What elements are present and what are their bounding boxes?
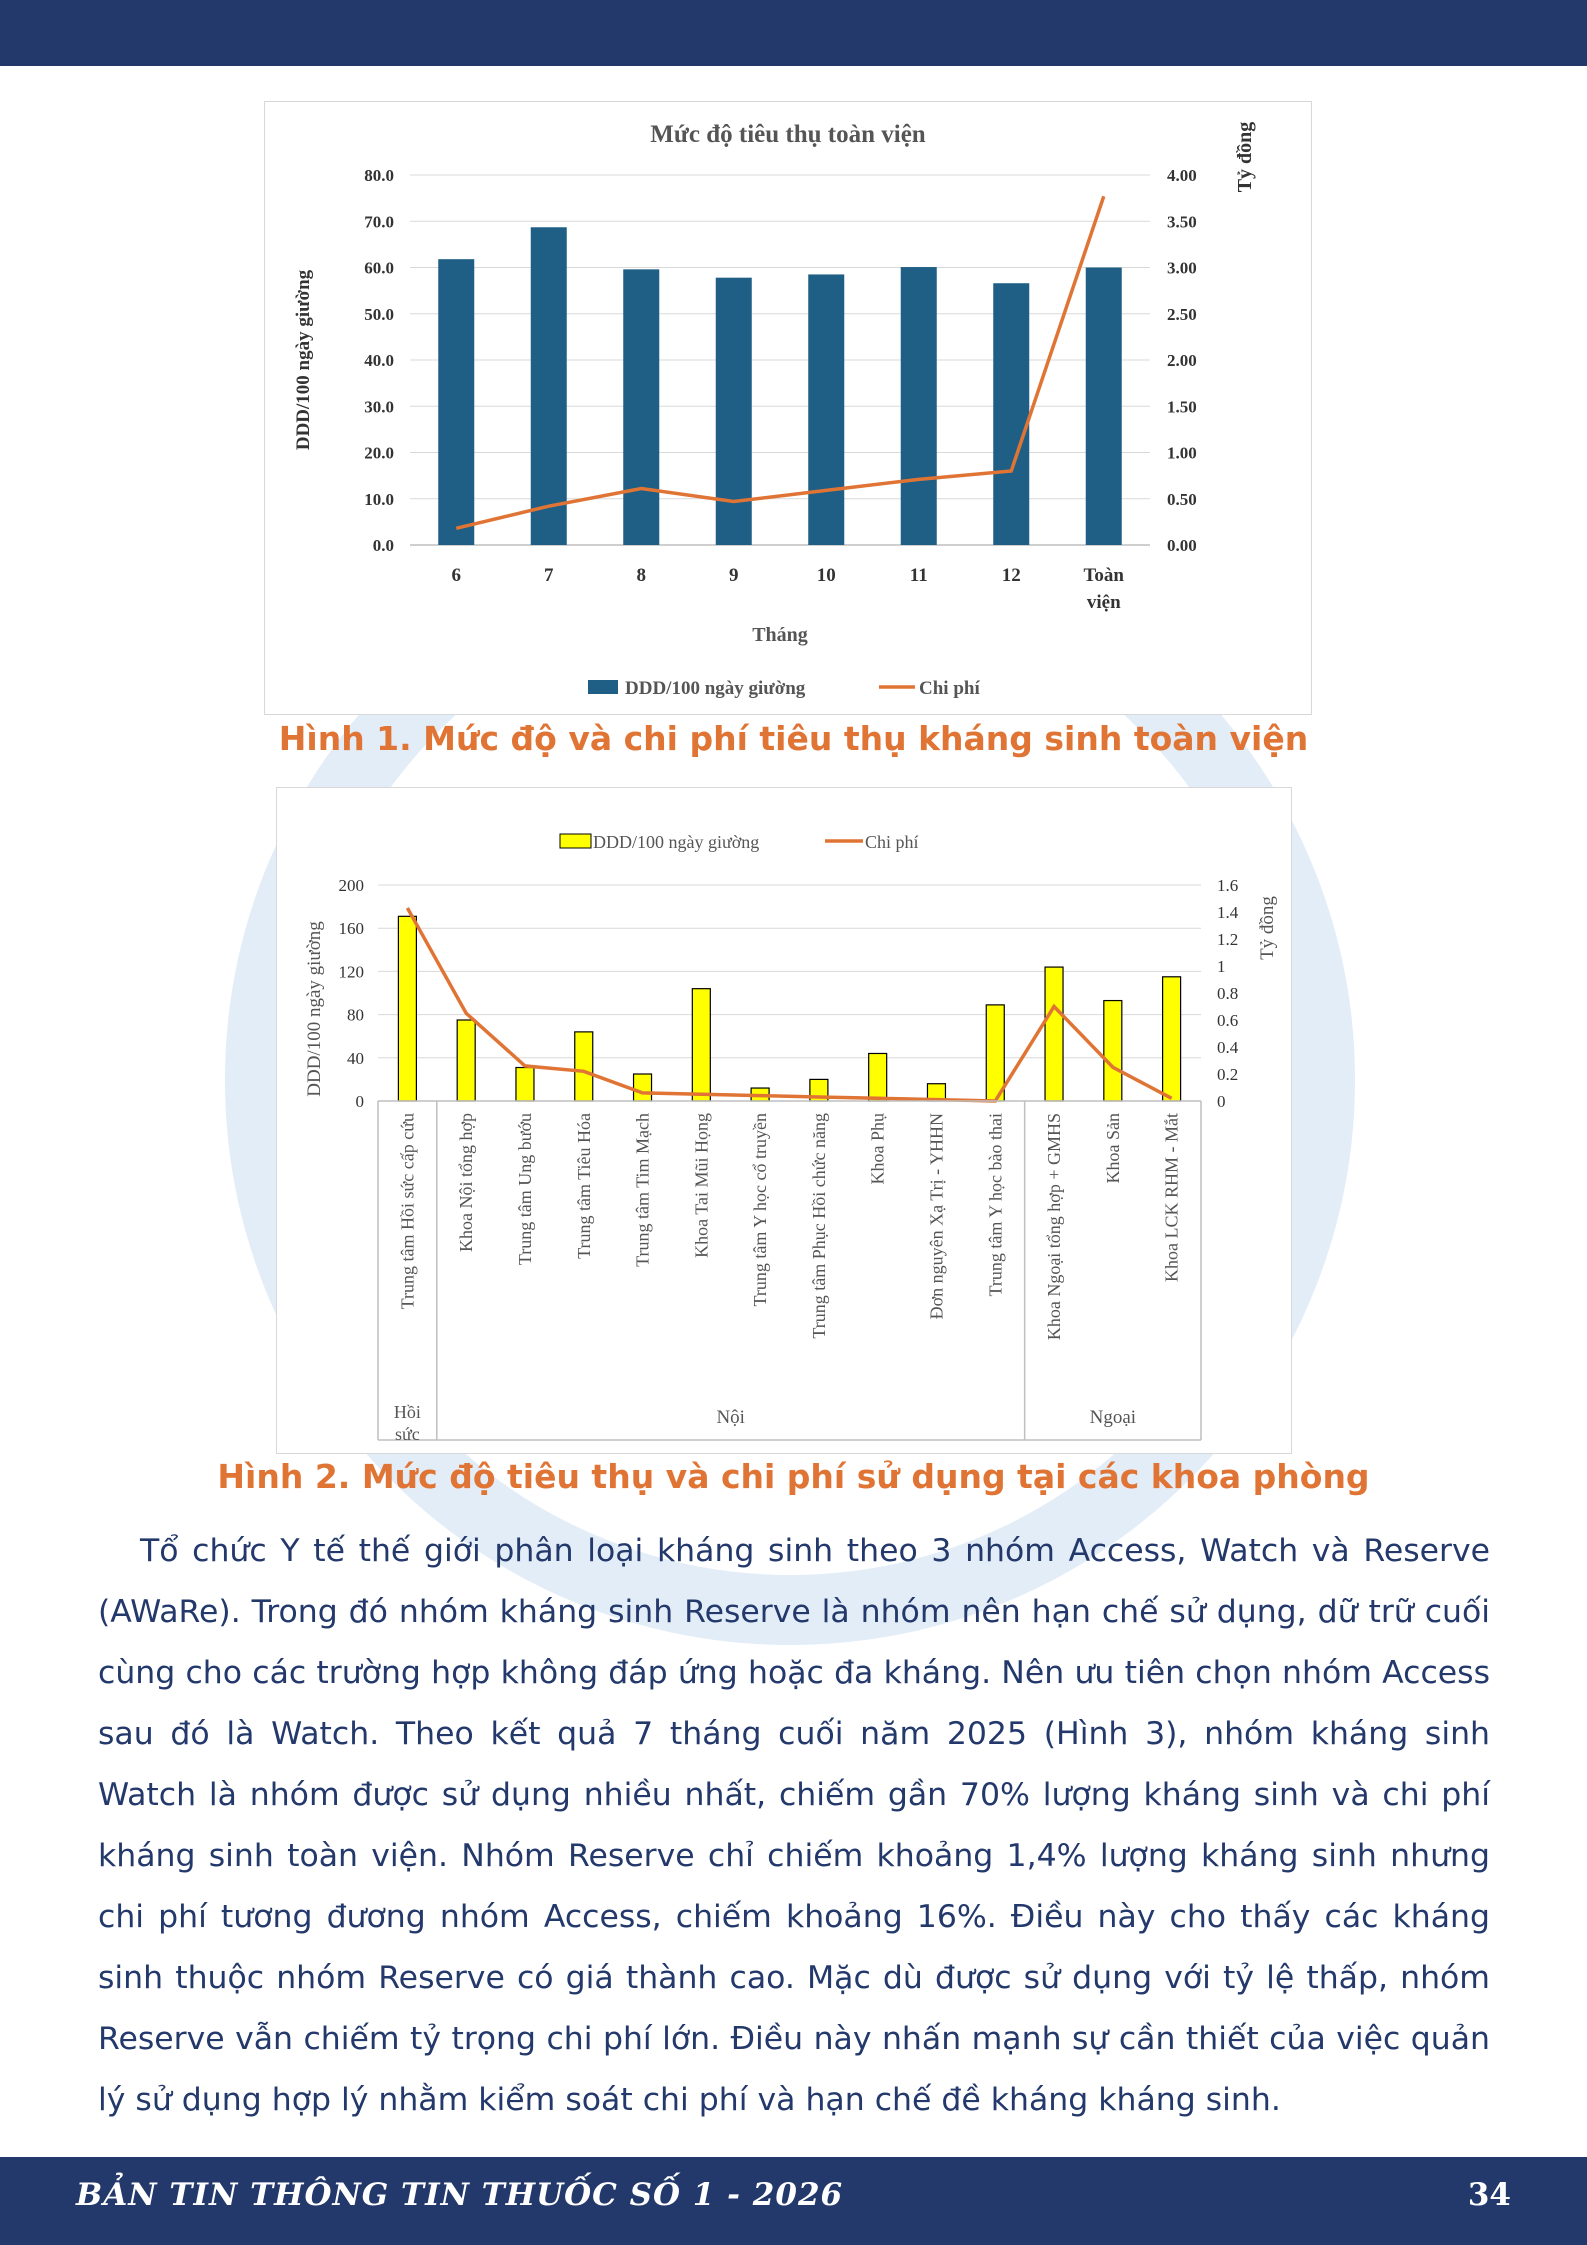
page-number: 34 xyxy=(1467,2177,1511,2213)
x-tick-label: Đơn nguyên Xạ Trị - YHHN xyxy=(926,1113,947,1320)
group-label: Ngoại xyxy=(1089,1407,1137,1428)
x-tick-label: Khoa Tai Mũi Họng xyxy=(691,1113,712,1258)
body-paragraph: Tổ chức Y tế thế giới phân loại kháng sinh theo 3 nhóm Access, Watch và Reserve (AWaRe). Trong đó nhóm kháng sinh Reserve là nhóm nên hạn chế sử dụng, dữ trữ cuối cùng cho các trường hợp không đáp ứng hoặc đa kháng. Nên ưu tiên chọn nhóm Access sau đó là Watch. Theo kết quả 7 tháng cuối năm 2025 (Hình 3), nhóm kháng sinh Watch là nhóm được sử dụng nhiều nhất, chiếm gần 70% lượng kháng sinh và chi phí kháng sinh toàn viện. Nhóm Reserve chỉ chiếm khoảng 1,4% lượng kháng sinh nhưng chi phí tương đương nhóm Access, chiếm khoảng 16%. Điều này cho thấy các kháng sinh thuộc nhóm Reserve có giá thành cao. Mặc dù được sử dụng với tỷ lệ thấp, nhóm Reserve vẫn chiếm tỷ trọng chi phí lớn. Điều này nhấn mạnh sự cần thiết của việc quản lý sử dụng hợp lý nhằm kiểm soát chi phí và hạn chế đề kháng kháng sinh. xyxy=(98,1533,1490,2118)
footer-publication: BẢN TIN THÔNG TIN THUỐC SỐ 1 - 2026 xyxy=(76,2177,844,2213)
header-band xyxy=(0,0,1587,66)
x-tick-label: Toàn xyxy=(1083,565,1124,586)
legend-label-line: Chi phí xyxy=(919,678,980,699)
y2-tick-label: 0.6 xyxy=(1217,1011,1239,1030)
y2-tick-label: 0 xyxy=(1217,1092,1226,1111)
y2-tick-label: 1.6 xyxy=(1217,876,1239,895)
y-tick-label: 0.0 xyxy=(372,536,394,555)
x-tick-label: Khoa Phụ xyxy=(867,1113,888,1185)
y2-tick-label: 1.00 xyxy=(1167,443,1197,463)
y-tick-label: 160 xyxy=(338,919,364,939)
y-tick-label: 80.0 xyxy=(364,166,394,185)
x-axis-title: Tháng xyxy=(752,624,808,646)
y2-tick-label: 1.2 xyxy=(1217,930,1239,949)
y2-tick-label: 1.4 xyxy=(1217,903,1239,922)
y-tick-label: 60.0 xyxy=(364,258,394,278)
x-tick-label: 6 xyxy=(451,565,461,586)
x-tick-label: Trung tâm Tiêu Hóa xyxy=(573,1113,594,1259)
bar xyxy=(1104,1001,1122,1101)
bar xyxy=(516,1068,534,1101)
bar xyxy=(634,1074,652,1101)
figure-1-caption: Hình 1. Mức độ và chi phí tiêu thụ kháng sinh toàn viện xyxy=(278,719,1309,758)
y2-axis-title: Tỷ đồng xyxy=(1257,896,1278,960)
x-tick-label: 7 xyxy=(544,565,554,586)
bar xyxy=(438,259,474,545)
bar xyxy=(575,1032,593,1101)
x-tick-label: Khoa LCK RHM - Mắt xyxy=(1161,1113,1182,1282)
x-tick-label-line2: viện xyxy=(1086,592,1121,613)
y-axis-title: DDD/100 ngày giường xyxy=(293,269,314,451)
bar xyxy=(398,916,416,1101)
group-label-line2: sức xyxy=(395,1424,420,1444)
chart-title: Mức độ tiêu thụ toàn viện xyxy=(650,121,926,148)
x-tick-label: Khoa Nội tổng hợp xyxy=(456,1113,477,1253)
y2-tick-label: 0.4 xyxy=(1217,1038,1239,1057)
group-label: Hồi xyxy=(393,1402,421,1422)
y-tick-label: 20.0 xyxy=(364,443,394,463)
y2-tick-label: 3.00 xyxy=(1167,258,1197,278)
bar xyxy=(1163,977,1181,1101)
y2-tick-label: 0.8 xyxy=(1217,984,1239,1003)
legend-swatch-bar xyxy=(560,834,591,848)
bar xyxy=(1086,268,1122,546)
legend-label-line: Chi phí xyxy=(865,832,919,852)
y-tick-label: 120 xyxy=(338,962,364,982)
bar xyxy=(531,227,567,545)
x-tick-label: 10 xyxy=(816,565,836,586)
y-tick-label: 30.0 xyxy=(364,397,394,417)
y-axis-title: DDD/100 ngày giường xyxy=(304,921,325,1097)
x-tick-label: Trung tâm Hồi sức cấp cứu xyxy=(397,1113,418,1310)
x-tick-label: 8 xyxy=(636,565,646,586)
y2-tick-label: 0.00 xyxy=(1167,536,1197,555)
bar xyxy=(692,989,710,1101)
y-tick-label: 10.0 xyxy=(364,489,394,509)
x-tick-label: 11 xyxy=(909,565,928,586)
x-tick-label: Khoa Sản xyxy=(1102,1113,1123,1184)
group-label: Nội xyxy=(716,1407,745,1428)
bar xyxy=(623,269,659,545)
y-tick-label: 80 xyxy=(347,1005,364,1025)
y-tick-label: 40.0 xyxy=(364,351,394,370)
x-tick-label: Khoa Ngoại tổng hợp + GMHS xyxy=(1044,1113,1065,1341)
figure-2-caption: Hình 2. Mức độ tiêu thụ và chi phí sử dụng tại các khoa phòng xyxy=(217,1457,1370,1496)
x-tick-label: Trung tâm Tim Mạch xyxy=(632,1113,653,1267)
bar xyxy=(986,1005,1004,1101)
y2-tick-label: 3.50 xyxy=(1167,212,1197,232)
y2-tick-label: 1.50 xyxy=(1167,397,1197,417)
y-tick-label: 40 xyxy=(347,1048,364,1068)
y2-axis-title: Tỷ đồng xyxy=(1234,121,1256,193)
y2-tick-label: 1 xyxy=(1217,957,1226,976)
x-tick-label: Trung tâm Ung bướu xyxy=(514,1113,535,1266)
legend-swatch-bar xyxy=(588,680,618,694)
bar xyxy=(457,1020,475,1101)
y2-tick-label: 0.2 xyxy=(1217,1065,1239,1084)
y-tick-label: 50.0 xyxy=(364,304,394,324)
y2-tick-label: 2.50 xyxy=(1167,304,1197,324)
figure-1-chart xyxy=(264,101,1312,715)
y-tick-label: 200 xyxy=(338,876,364,895)
y2-tick-label: 0.50 xyxy=(1167,489,1197,509)
x-tick-label: Trung tâm Y học bào thai xyxy=(985,1113,1006,1297)
footer xyxy=(0,2157,1587,2245)
bar xyxy=(993,283,1029,545)
y-tick-label: 70.0 xyxy=(364,212,394,232)
x-tick-label: 9 xyxy=(729,565,739,586)
y2-tick-label: 4.00 xyxy=(1167,166,1197,185)
y-tick-label: 0 xyxy=(355,1092,364,1111)
legend-label-bar: DDD/100 ngày giường xyxy=(593,832,760,852)
bar xyxy=(716,278,752,545)
figure-2-chart xyxy=(276,787,1292,1454)
bar xyxy=(869,1053,887,1101)
y2-tick-label: 2.00 xyxy=(1167,351,1197,370)
bar xyxy=(808,274,844,545)
bar xyxy=(901,267,937,545)
x-tick-label: Trung tâm Y học cổ truyền xyxy=(750,1113,771,1307)
legend-label-bar: DDD/100 ngày giường xyxy=(625,678,806,699)
x-tick-label: Trung tâm Phục Hồi chức năng xyxy=(808,1113,829,1339)
x-tick-label: 12 xyxy=(1001,565,1021,586)
bar xyxy=(1045,967,1063,1101)
